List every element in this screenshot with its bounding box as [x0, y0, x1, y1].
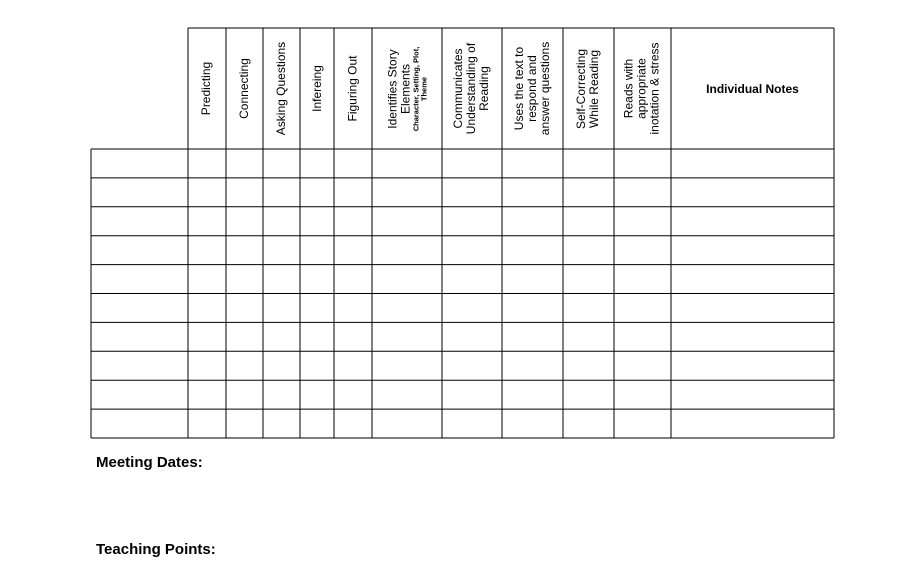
column-header — [226, 28, 263, 149]
column-header — [300, 28, 334, 149]
column-header-line: respond and — [525, 55, 540, 122]
meeting-dates-label: Meeting Dates: — [96, 454, 203, 471]
column-header-line: inotation & stress — [648, 42, 663, 135]
column-header-line: answer questions — [538, 41, 553, 136]
column-header-line: Figuring Out — [345, 55, 360, 122]
column-header-line: Communicates — [451, 48, 466, 129]
column-header — [334, 28, 372, 149]
table-row[interactable] — [91, 294, 834, 323]
column-header — [372, 28, 442, 149]
column-header-subline: Character, Setting, Plot, — [411, 46, 421, 131]
teaching-points-label: Teaching Points: — [96, 541, 216, 558]
table-row[interactable] — [91, 207, 834, 236]
column-header-line: Self-Correcting — [574, 48, 589, 129]
column-header-subline: Theme — [419, 76, 429, 101]
column-header-line: Infereing — [309, 65, 324, 112]
column-header-label — [576, 48, 602, 128]
column-header-line: Identifies Story — [385, 48, 400, 129]
column-header — [502, 28, 563, 149]
column-header — [614, 28, 671, 149]
column-header-line: Asking Questions — [274, 41, 289, 136]
column-header-label — [201, 62, 214, 115]
column-header — [263, 28, 300, 149]
individual-notes-header — [671, 28, 834, 149]
column-header-label — [275, 42, 288, 135]
column-header-line: appropriate — [635, 58, 650, 119]
column-header-line: Connecting — [237, 58, 251, 119]
column-header-label — [311, 65, 324, 112]
column-header-line: Reads with — [622, 58, 637, 119]
table-row[interactable] — [91, 265, 834, 294]
column-header-line: Understanding of — [464, 42, 479, 135]
column-header-label — [238, 58, 251, 119]
table-row[interactable] — [91, 236, 834, 265]
column-header-line: Reading — [477, 66, 492, 111]
column-header-line: Predicting — [199, 61, 214, 116]
individual-notes-label: Individual Notes — [706, 81, 799, 96]
column-header-line: While Reading — [587, 49, 602, 128]
table-row[interactable] — [91, 351, 834, 380]
column-header-label — [347, 55, 360, 121]
column-header-label — [453, 43, 492, 134]
table-row[interactable] — [91, 322, 834, 351]
column-header-label — [386, 46, 428, 131]
column-header-line: Elements — [398, 63, 413, 114]
table-row[interactable] — [91, 409, 834, 438]
column-header-label — [513, 42, 552, 135]
column-header — [188, 28, 226, 149]
column-header-line: Uses the text to — [512, 46, 527, 131]
table-row[interactable] — [91, 149, 834, 178]
table-row[interactable] — [91, 178, 834, 207]
column-header-label — [623, 42, 662, 134]
column-header — [442, 28, 502, 149]
column-header — [563, 28, 614, 149]
table-row[interactable] — [91, 380, 834, 409]
